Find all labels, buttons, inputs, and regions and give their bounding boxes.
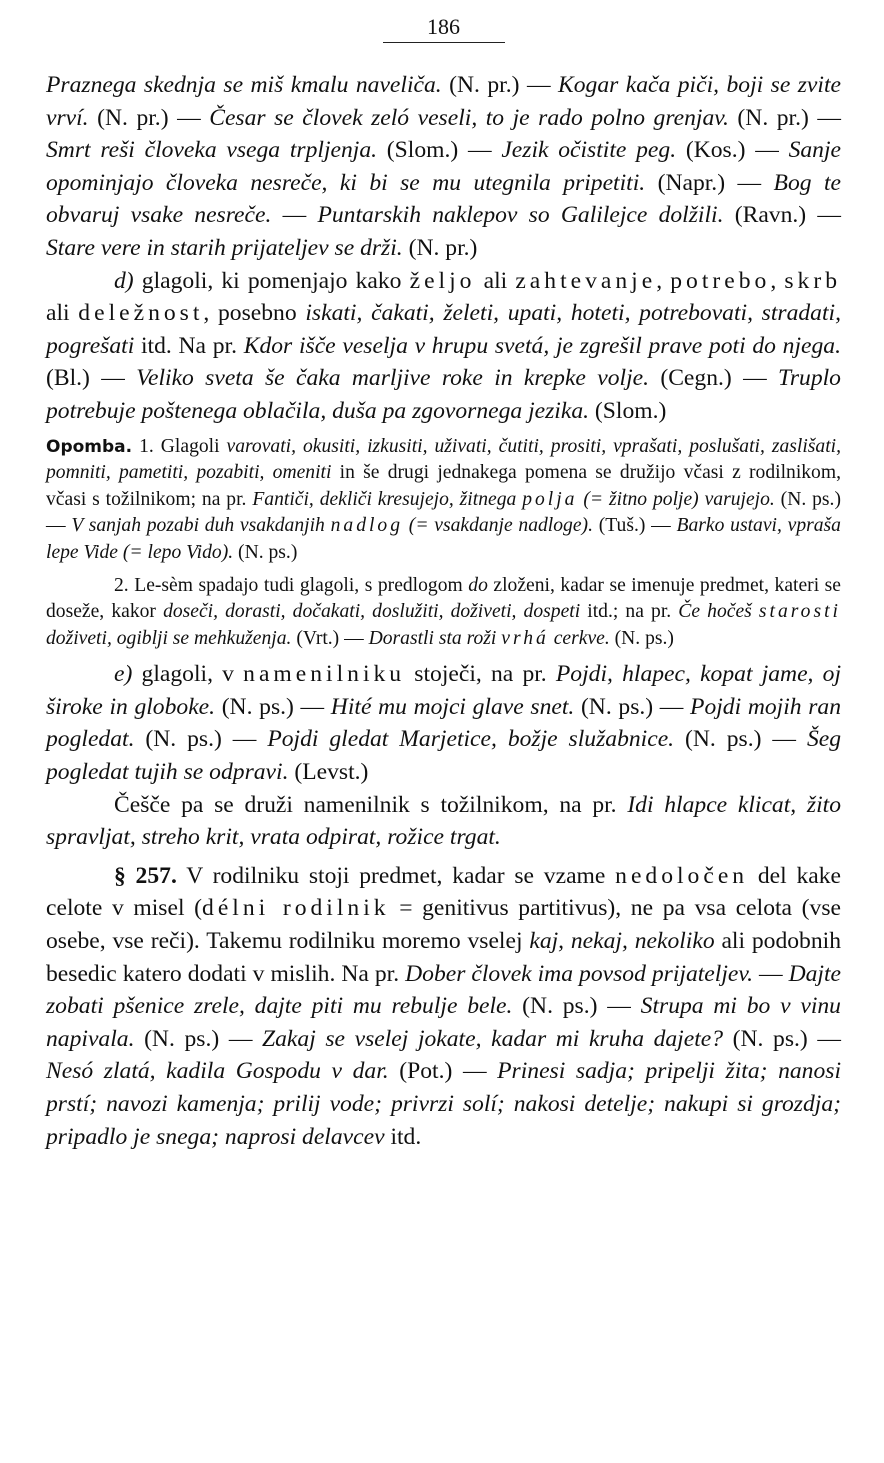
- italic-run: starosti: [758, 601, 841, 623]
- italic-run: Hité mu mojci glave snet.: [330, 693, 575, 720]
- text-run: in še drugi jednakega pomena se družijo včasi z rodilnikom, včasi s tožilnikom; na pr.: [46, 462, 841, 510]
- text-run: (N. pr.) —: [441, 72, 558, 98]
- text-run: (Cegn.) —: [649, 365, 779, 392]
- text-run: , posebno: [203, 300, 306, 327]
- text-run: (N. ps.) —: [215, 693, 331, 720]
- text-run: ,: [770, 267, 785, 294]
- italic-run: Smrt reši človeka vsega trpljenja.: [46, 137, 378, 164]
- italic-run: Dorastli sta roži: [368, 627, 502, 649]
- italic-run: Puntarskih naklepov so Galilejce dolžili.: [317, 202, 724, 229]
- italic-run: kaj, nekaj, nekoliko: [529, 928, 715, 955]
- italic-run: Šeg pogledat tujih se odpravi.: [46, 726, 842, 786]
- paragraph-d: [46, 265, 841, 428]
- italic-run: Pojdi mojih ran pogledat.: [46, 693, 841, 753]
- italic-run: Jezik očistite peg.: [501, 137, 677, 164]
- paragraph-proverbs: [46, 69, 841, 265]
- text-run: deležnost: [78, 300, 204, 327]
- text-run: zloženi, kadar se imenuje predmet, kateri se doseže, kakor: [46, 574, 842, 623]
- italic-run: Sanje opominjajo človeka nesreče, ki bi se mu utegnila pripetiti.: [46, 137, 841, 196]
- italic-run: varovati, okusiti, izkusiti, uživati, čutiti, prositi, vprašati, poslušati, zaslišati, pomniti, pametiti, pozabiti, omeniti: [46, 435, 841, 484]
- italic-run: nadlog: [330, 515, 404, 537]
- text-run: željo: [409, 267, 476, 294]
- text-run: (N. ps.) —: [512, 993, 641, 1020]
- text-run: ali: [46, 300, 79, 327]
- text-run: (Tuš.) —: [592, 515, 677, 537]
- text-run: = genitivus partitivus), ne pa vsa celota (vse osebe, vse reči). Takemu rodilniku moremo vselej: [46, 895, 841, 955]
- text-run: (N. ps.) —: [134, 726, 268, 753]
- italic-run: doseči, dorasti, dočakati, doslužiti, doživeti, dospeti: [163, 601, 581, 623]
- text-run: potrebo: [670, 267, 771, 294]
- text-run: del kake celote v misel (: [46, 862, 842, 922]
- text-run: namenilniku: [243, 661, 406, 688]
- text-run: —: [752, 960, 789, 987]
- italic-run: Kogar kača piči, boji se zvite vrví.: [46, 72, 841, 131]
- text-run: (Kos.) —: [676, 137, 789, 164]
- text-run: V rodilniku stoji predmet, kadar se vzame: [176, 862, 616, 889]
- text-run: 2. Le-sèm spadajo tudi glagoli, s predlogom: [114, 574, 469, 596]
- italic-run: Kdor išče veselja v hrupu svetá, je zgrešil prave poti do njega.: [243, 332, 841, 359]
- text-run: ali: [475, 267, 516, 294]
- text-run: (N. pr.) —: [88, 104, 210, 131]
- text-run: (N. ps.): [233, 541, 298, 563]
- italic-run: polja: [522, 488, 578, 510]
- italic-run: Nesó zlatá, kadila Gospodu v dar.: [46, 1058, 389, 1085]
- italic-run: iskati, čakati, želeti, upati, hoteti, potrebovati, stradati, pogrešati: [46, 300, 841, 359]
- text-run: (N. ps.): [609, 627, 674, 649]
- italic-run: Prinesi sadja; pripelji žita; nanosi prstí; navozi kamenja; prilij vode; privrzi solí; nakosi detelje; nakupi si grozdja; pripadlo je snega; naprosi delavcev: [46, 1058, 842, 1150]
- italic-run: Bog te obvaruj vsake nesreče.: [46, 169, 841, 229]
- text-run: (Vrt.) —: [291, 627, 369, 649]
- italic-run: Stare vere in starih prijateljev se drži.: [46, 234, 403, 261]
- bold-run: § 257.: [114, 862, 177, 889]
- italic-run: (= žitno polje) varujejo.: [577, 488, 775, 510]
- text-run: (N. ps.) —: [574, 693, 691, 720]
- text-run: (N. pr.) —: [728, 104, 841, 131]
- text-run: (N. ps.) —: [134, 1025, 263, 1052]
- section-257: [46, 860, 841, 1153]
- text-run: 1. Glagoli: [132, 435, 227, 457]
- italic-run: Barko ustavi, vpraša lepe Vide (= lepo Vido).: [46, 515, 841, 563]
- italic-run: doživeti, ogiblji se mehkuženja.: [46, 627, 292, 649]
- note-opomba-1: [46, 434, 841, 567]
- italic-run: e): [114, 661, 133, 688]
- italic-run: Pojdi gledat Marjetice, božje služabnice.: [267, 726, 675, 753]
- text-run: (Levst.): [288, 759, 369, 786]
- text-run: (N. ps.) —: [46, 488, 841, 537]
- text-run: stoječi, na pr.: [405, 661, 556, 688]
- italic-run: d): [114, 267, 134, 294]
- italic-run: Dober človek ima povsod prijateljev.: [405, 960, 753, 987]
- bold-run: Opomba.: [46, 436, 133, 457]
- text-run: itd.; na pr.: [580, 601, 679, 623]
- italic-run: Dajte zobati pšenice zrele, dajte piti mu rebulje bele.: [46, 960, 841, 1020]
- text-run: délni rodilnik: [202, 895, 390, 922]
- italic-run: Pojdi, hlapec, kopat jame, oj široke in globoke.: [46, 661, 841, 720]
- italic-run: Veliko sveta še čaka marljive roke in krepke volje.: [136, 365, 649, 392]
- book-page: [46, 0, 841, 1153]
- paragraph-e: [46, 658, 841, 788]
- paragraph-namenilnik: [46, 789, 841, 854]
- text-run: (Bl.) —: [46, 365, 137, 392]
- note-opomba-2: [46, 573, 841, 653]
- text-run: zahtevanje: [515, 267, 657, 294]
- text-run: (Pot.) —: [388, 1058, 498, 1085]
- italic-run: Praznega skednja se miš kmalu naveliča.: [46, 72, 442, 98]
- text-run: itd.: [384, 1123, 422, 1150]
- text-run: glagoli, v: [132, 661, 244, 688]
- italic-run: V sanjah pozabi duh vsakdanjih: [71, 515, 331, 537]
- text-run: ,: [656, 267, 671, 294]
- italic-run: Idi hlapce klicat, žito spravljat, streho krit, vrata odpirat, rožice trgat.: [46, 791, 842, 851]
- text-run: glagoli, ki pomenjajo kako: [133, 267, 410, 294]
- text-run: ali podobnih besedic katero dodati v mislih. Na pr.: [46, 928, 841, 987]
- text-run: Češče pa se druži namenilnik s tožilnikom, na pr.: [114, 791, 628, 818]
- italic-run: (= vsakdanje nadloge).: [403, 515, 593, 537]
- italic-run: Truplo potrebuje poštenega oblačila, duša pa zgovornega jezika.: [46, 365, 841, 424]
- text-run: —: [271, 202, 318, 229]
- text-run: itd. Na pr.: [134, 332, 244, 359]
- italic-run: do: [468, 574, 488, 596]
- page-number: 186: [427, 14, 460, 39]
- text-run: (N. ps.) —: [723, 1025, 841, 1052]
- text-run: (N. ps.) —: [674, 726, 807, 753]
- italic-run: cerkve.: [548, 627, 610, 649]
- italic-run: Zakaj se vselej jokate, kadar mi kruha dajete?: [262, 1025, 724, 1052]
- italic-run: Česar se človek zeló veseli, to je rado polno grenjav.: [209, 104, 729, 131]
- text-run: (Ravn.) —: [723, 202, 841, 229]
- italic-run: vrhá: [501, 627, 549, 649]
- text-run: (Napr.) —: [645, 169, 774, 196]
- text-run: skrb: [784, 267, 842, 294]
- text-run: (Slom.) —: [377, 137, 502, 164]
- italic-run: Če hočeš: [678, 601, 759, 623]
- header-rule: [383, 42, 505, 43]
- text-run: nedoločen: [615, 862, 749, 889]
- text-run: (Slom.): [589, 397, 667, 424]
- text-run: (N. pr.): [402, 234, 478, 261]
- italic-run: Strupa mi bo v vinu napivala.: [46, 993, 841, 1052]
- italic-run: Fantiči, dekliči kresujejo, žitnega: [252, 488, 523, 510]
